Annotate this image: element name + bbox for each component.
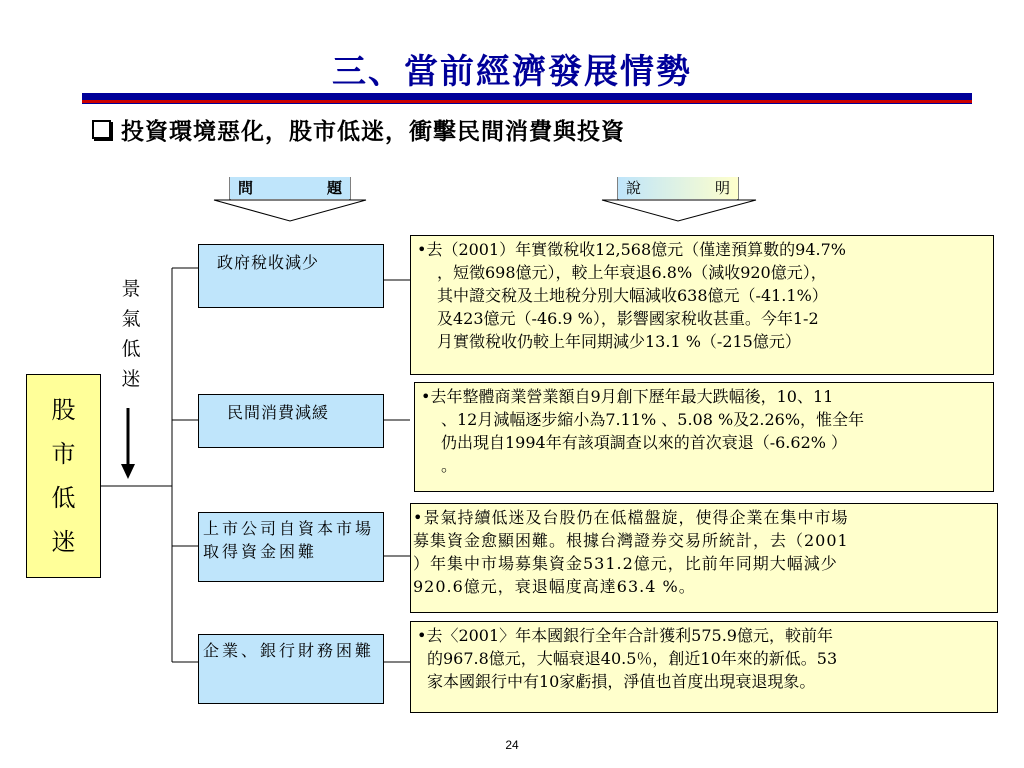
desc-line: 仍出現自1994年有該項調查以來的首次衰退（-6.62% ） bbox=[441, 433, 848, 452]
desc-line: •去〈2001〉年本國銀行全年合計獲利575.9億元，較前年 bbox=[417, 626, 833, 645]
desc-line: 及423億元（-46.9 %），影響國家稅收甚重。今年1-2 bbox=[437, 309, 819, 328]
desc-line: •去（2001）年實徵稅收12,568億元（僅達預算數的94.7% bbox=[417, 240, 846, 259]
problem-label: 政府稅收減少 bbox=[217, 253, 320, 272]
problem-box-tax-revenue bbox=[198, 244, 384, 308]
caption-char: 迷 bbox=[121, 368, 141, 390]
root-char: 市 bbox=[51, 440, 76, 468]
caption-char: 低 bbox=[121, 338, 141, 360]
caption-char: 景 bbox=[121, 278, 141, 300]
desc-box-capital-market bbox=[410, 503, 998, 613]
problem-header bbox=[230, 177, 350, 199]
desc-box-finance-difficulty bbox=[410, 621, 998, 713]
desc-line: 的967.8億元，大幅衰退40.5％，創近10年來的新低。53 bbox=[427, 649, 838, 668]
desc-line: 、12月減幅逐步縮小為7.11% 、5.08 %及2.26%，惟全年 bbox=[441, 410, 865, 429]
explanation-header-char: 說 bbox=[626, 179, 642, 197]
explanation-header-arrow bbox=[602, 200, 756, 221]
economy-caption bbox=[116, 274, 146, 394]
page-title: 三、當前經濟發展情勢 bbox=[332, 52, 692, 92]
root-char: 迷 bbox=[51, 528, 76, 556]
problem-label: 上市公司自資本市場取得資金困難 bbox=[203, 519, 375, 561]
desc-box-tax-revenue bbox=[410, 235, 994, 375]
problem-label: 民間消費減緩 bbox=[227, 403, 330, 422]
desc-box-consumption bbox=[414, 382, 994, 492]
problem-header-arrow bbox=[214, 200, 366, 221]
desc-line: 其中證交稅及土地稅分別大幅減收638億元（-41.1%） bbox=[437, 286, 828, 305]
caption-char: 氣 bbox=[121, 308, 141, 330]
desc-line: 募集資金愈顯困難。根據台灣證券交易所統計，去（2001 bbox=[413, 531, 849, 550]
subtitle-text: 投資環境惡化，股市低迷，衝擊民間消費與投資 bbox=[121, 118, 625, 145]
root-node-stock-slump bbox=[26, 374, 101, 578]
desc-line: 家本國銀行中有10家虧損，淨值也首度出現衰退現象。 bbox=[427, 672, 816, 691]
desc-line: 。 bbox=[441, 456, 458, 475]
problem-header-char: 題 bbox=[326, 179, 342, 197]
explanation-header-char: 明 bbox=[714, 179, 730, 197]
root-char: 股 bbox=[51, 396, 76, 424]
root-char: 低 bbox=[51, 484, 76, 512]
down-arrow-head bbox=[121, 464, 135, 479]
desc-line: ）年集中市場募集資金531.2億元，比前年同期大幅減少 bbox=[413, 554, 838, 573]
problem-box-capital-market bbox=[198, 512, 384, 582]
desc-line: •景氣持續低迷及台股仍在低檔盤旋，使得企業在集中市場 bbox=[413, 508, 849, 527]
page-number: 24 bbox=[505, 738, 519, 752]
problem-label: 企業、銀行財務困難 bbox=[203, 641, 375, 660]
desc-line: 月實徵稅收仍較上年同期減少13.1 %（-215億元） bbox=[437, 332, 801, 351]
problem-header-char: 問 bbox=[238, 179, 254, 197]
problem-box-finance-difficulty bbox=[198, 634, 384, 704]
desc-line: ，短徵698億元），較上年衰退6.8%（減收920億元）， bbox=[437, 263, 827, 282]
desc-line: 920.6億元，衰退幅度高達63.4 %。 bbox=[413, 577, 696, 596]
desc-line: •去年整體商業營業額自9月創下歷年最大跌幅後，10、11 bbox=[421, 387, 834, 406]
explanation-header bbox=[618, 177, 738, 199]
problem-box-consumption bbox=[198, 394, 384, 448]
